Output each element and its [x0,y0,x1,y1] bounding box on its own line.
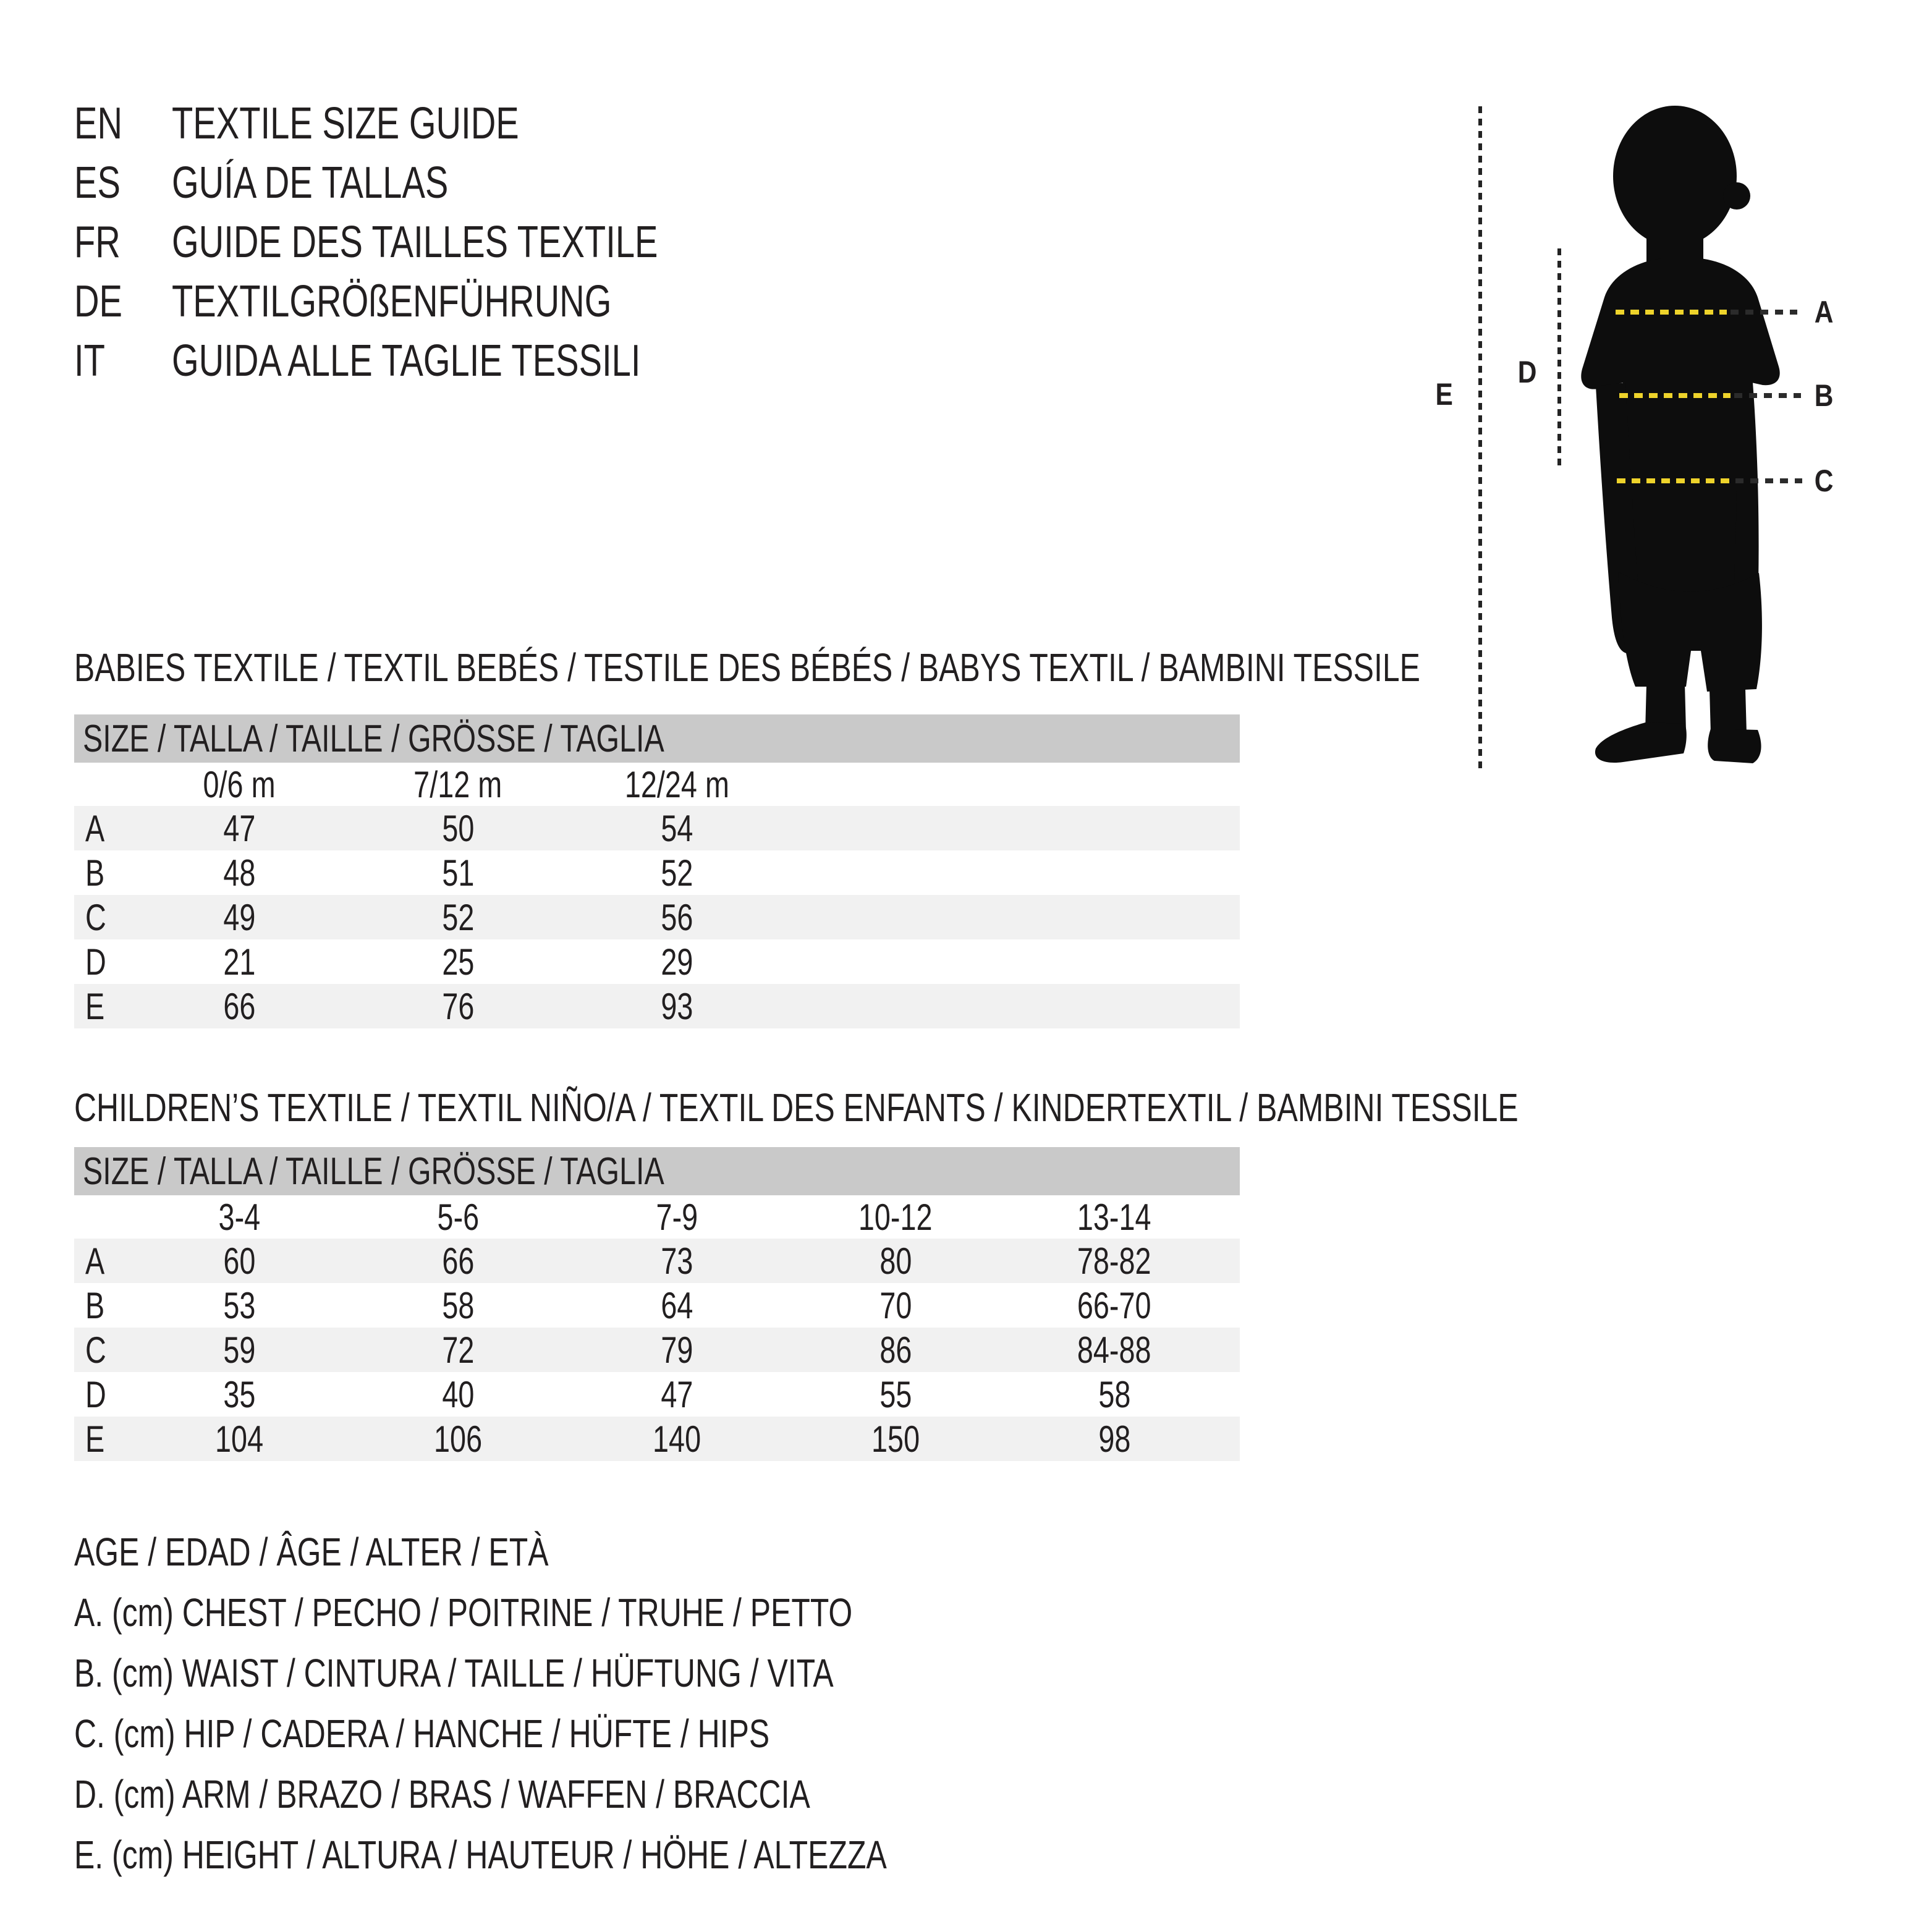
language-row-es [74,153,795,213]
table-cell: 50 [441,807,475,849]
children-row-a [74,1239,1240,1283]
table-cell: 72 [441,1329,475,1371]
table-cell: 70 [879,1284,912,1326]
table-cell: 84-88 [1077,1329,1151,1371]
column-header: 7/12 m [413,763,502,805]
row-label: B [85,852,105,894]
children-size-header-band [74,1147,1240,1195]
row-label: C [85,1329,106,1371]
table-cell: 25 [441,941,475,983]
arm-measure-line-d [1557,248,1561,470]
language-code: DE [74,277,123,326]
hip-measure-line-dark [1735,478,1802,483]
chest-measure-line-yellow [1616,310,1727,315]
table-cell: 58 [441,1284,475,1326]
row-label: A [85,807,105,849]
column-header: 10-12 [858,1196,933,1238]
table-cell: 66 [222,985,256,1027]
babies-row-b [74,850,1240,895]
table-cell: 78-82 [1077,1240,1151,1282]
language-code: IT [74,336,105,386]
table-cell: 49 [222,896,256,938]
children-row-c [74,1328,1240,1372]
row-label: C [85,896,106,938]
table-cell: 56 [660,896,693,938]
row-label: A [85,1240,105,1282]
table-cell: 86 [879,1329,912,1371]
babies-size-header-band [74,714,1240,763]
legend-line-waist: B. (cm) WAIST / CINTURA / TAILLE / HÜFTUNG / VITA [74,1651,834,1695]
marker-label-d: D [1517,355,1537,389]
guide-title-en: TEXTILE SIZE GUIDE [172,99,519,148]
table-cell: 48 [222,852,256,894]
table-cell: 104 [214,1418,264,1460]
babies-section-title: BABIES TEXTILE / TEXTIL BEBÉS / TESTILE DES BÉBÉS / BABYS TEXTIL / BAMBINI TESSILE [74,645,1420,690]
column-header: 5-6 [437,1196,479,1238]
children-column-header-row [74,1195,1240,1239]
children-row-d [74,1372,1240,1417]
table-cell: 66-70 [1077,1284,1151,1326]
language-code: ES [74,158,121,208]
chest-measure-line-dark [1731,310,1797,315]
guide-title-es: GUÍA DE TALLAS [172,158,449,208]
language-title-list [74,94,795,391]
table-cell: 80 [879,1240,912,1282]
column-header: 0/6 m [203,763,276,805]
row-label: E [85,985,105,1027]
column-header: 13-14 [1077,1196,1151,1238]
legend-line-chest: A. (cm) CHEST / PECHO / POITRINE / TRUHE / PETTO [74,1590,853,1635]
language-row-en [74,94,795,153]
table-cell: 55 [879,1373,912,1415]
hip-measure-line-yellow [1617,478,1732,483]
guide-title-fr: GUIDE DES TAILLES TEXTILE [172,218,658,267]
row-label: D [85,941,106,983]
children-size-table [74,1147,1240,1461]
waist-measure-line-yellow [1619,393,1731,398]
row-label: D [85,1373,106,1415]
marker-label-a: A [1814,295,1834,329]
table-cell: 21 [222,941,256,983]
legend-line-hip: C. (cm) HIP / CADERA / HANCHE / HÜFTE / HIPS [74,1711,770,1756]
table-cell: 53 [222,1284,256,1326]
table-cell: 140 [652,1418,701,1460]
marker-label-e: E [1435,377,1454,412]
table-cell: 73 [660,1240,693,1282]
language-code: EN [74,99,123,148]
table-cell: 52 [441,896,475,938]
babies-column-header-row [74,763,1240,806]
legend-line-height: E. (cm) HEIGHT / ALTURA / HAUTEUR / HÖHE / ALTEZZA [74,1832,887,1877]
guide-title-de: TEXTILGRÖßENFÜHRUNG [172,277,612,326]
table-cell: 79 [660,1329,693,1371]
row-label: E [85,1418,105,1460]
right-shoe-shape [1708,729,1761,763]
children-section-title: CHILDREN’S TEXTILE / TEXTIL NIÑO/A / TEXTIL DES ENFANTS / KINDERTEXTIL / BAMBINI TESSILE [74,1085,1519,1130]
language-row-it [74,331,795,391]
table-cell: 59 [222,1329,256,1371]
table-cell: 64 [660,1284,693,1326]
table-cell: 66 [441,1240,475,1282]
column-header: 7-9 [656,1196,698,1238]
marker-label-b: B [1814,378,1834,413]
table-cell: 47 [660,1373,693,1415]
table-cell: 47 [222,807,256,849]
babies-row-a [74,806,1240,850]
table-cell: 52 [660,852,693,894]
table-cell: 150 [871,1418,920,1460]
table-cell: 60 [222,1240,256,1282]
table-cell: 98 [1098,1418,1131,1460]
waist-measure-line-dark [1734,393,1801,398]
legend-line-age: AGE / EDAD / ÂGE / ALTER / ETÀ [74,1530,549,1574]
table-cell: 54 [660,807,693,849]
guide-title-it: GUIDA ALLE TAGLIE TESSILI [172,336,641,386]
column-header: 12/24 m [624,763,729,805]
children-row-b [74,1283,1240,1328]
language-row-fr [74,213,795,272]
column-header: 3-4 [218,1196,260,1238]
children-row-e [74,1417,1240,1461]
row-label: B [85,1284,105,1326]
legend-line-arm: D. (cm) ARM / BRAZO / BRAS / WAFFEN / BRACCIA [74,1772,810,1816]
babies-row-e [74,984,1240,1028]
left-shoe-shape [1595,722,1687,763]
babies-row-d [74,939,1240,984]
size-header-label: SIZE / TALLA / TAILLE / GRÖSSE / TAGLIA [83,717,664,760]
table-cell: 40 [441,1373,475,1415]
language-code: FR [74,218,121,267]
ear-shape [1723,182,1750,210]
table-cell: 58 [1098,1373,1131,1415]
table-cell: 106 [433,1418,483,1460]
table-cell: 35 [222,1373,256,1415]
table-cell: 51 [441,852,475,894]
babies-row-c [74,895,1240,939]
measurement-legend [74,1522,1116,1885]
table-cell: 93 [660,985,693,1027]
table-cell: 76 [441,985,475,1027]
size-header-label: SIZE / TALLA / TAILLE / GRÖSSE / TAGLIA [83,1150,664,1193]
language-row-de [74,272,795,331]
right-leg-shape [1710,689,1747,734]
marker-label-c: C [1814,464,1834,498]
table-cell: 29 [660,941,693,983]
babies-size-table [74,714,1240,1028]
